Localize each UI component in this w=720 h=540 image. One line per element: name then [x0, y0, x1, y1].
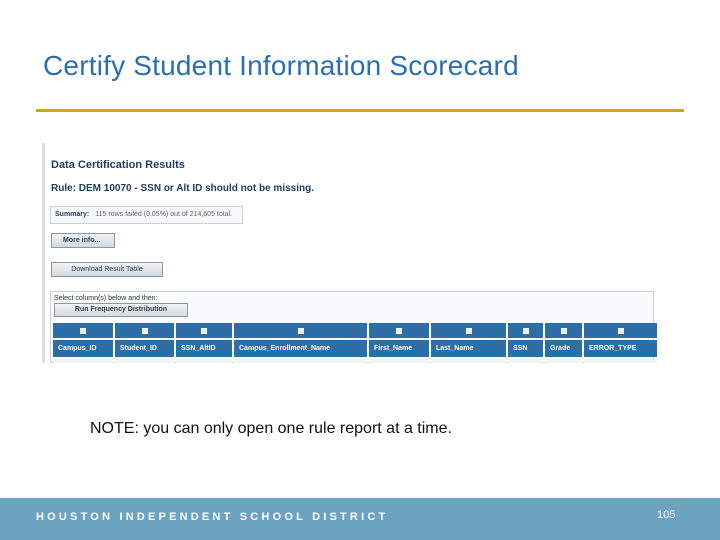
summary-label: Summary:	[55, 211, 90, 218]
data-certification-screenshot	[42, 143, 657, 363]
table-cell	[115, 359, 174, 363]
table-cell	[584, 359, 657, 363]
table-column	[115, 323, 174, 363]
table-column	[369, 323, 429, 363]
column-checkbox[interactable]	[80, 328, 86, 334]
table-column	[545, 323, 582, 363]
column-checkbox[interactable]	[618, 328, 624, 334]
column-header[interactable]: SSN	[508, 340, 543, 357]
column-selection-panel	[50, 291, 654, 363]
slide-title: Certify Student Information Scorecard	[43, 50, 519, 81]
table-cell	[508, 359, 543, 363]
select-columns-label: Select column(s) below and then:	[54, 295, 158, 302]
more-info-button[interactable]: More info...	[51, 233, 115, 248]
summary-box	[50, 206, 243, 224]
download-result-table-button[interactable]: Download Result Table	[51, 262, 163, 277]
table-column	[176, 323, 232, 363]
summary-value: 115 rows failed (0.05%) out of 214,605 total.	[95, 211, 233, 218]
results-table	[53, 323, 657, 363]
column-header[interactable]: Student_ID	[115, 340, 174, 357]
column-select-cell	[545, 323, 582, 338]
column-checkbox[interactable]	[466, 328, 472, 334]
table-cell	[545, 359, 582, 363]
column-header[interactable]: Grade	[545, 340, 582, 357]
column-checkbox[interactable]	[523, 328, 529, 334]
table-cell	[431, 359, 506, 363]
table-column	[431, 323, 506, 363]
table-cell	[369, 359, 429, 363]
column-checkbox[interactable]	[561, 328, 567, 334]
footer-bar	[0, 498, 720, 540]
column-header[interactable]: Last_Name	[431, 340, 506, 357]
footer-district-name: HOUSTON INDEPENDENT SCHOOL DISTRICT	[36, 511, 389, 523]
column-checkbox[interactable]	[142, 328, 148, 334]
screenshot-left-border	[42, 143, 45, 363]
note-text: NOTE: you can only open one rule report at a time.	[90, 420, 452, 437]
column-select-cell	[234, 323, 367, 338]
column-select-cell	[53, 323, 113, 338]
run-frequency-distribution-button[interactable]: Run Frequency Distribution	[54, 303, 188, 317]
column-select-cell	[176, 323, 232, 338]
table-column	[53, 323, 113, 363]
column-header[interactable]: Campus_ID	[53, 340, 113, 357]
column-checkbox[interactable]	[298, 328, 304, 334]
column-header[interactable]: SSN_AltID	[176, 340, 232, 357]
column-header[interactable]: ERROR_TYPE	[584, 340, 657, 357]
page-number: 105	[657, 509, 676, 521]
table-cell	[234, 359, 367, 363]
column-select-cell	[369, 323, 429, 338]
table-cell	[53, 359, 113, 363]
column-select-cell	[115, 323, 174, 338]
column-select-cell	[584, 323, 657, 338]
column-select-cell	[431, 323, 506, 338]
column-header[interactable]: First_Name	[369, 340, 429, 357]
column-select-cell	[508, 323, 543, 338]
column-checkbox[interactable]	[201, 328, 207, 334]
table-column	[508, 323, 543, 363]
title-divider	[36, 109, 684, 112]
table-cell	[176, 359, 232, 363]
column-checkbox[interactable]	[396, 328, 402, 334]
table-column	[584, 323, 657, 363]
column-header[interactable]: Campus_Enrollment_Name	[234, 340, 367, 357]
table-column	[234, 323, 367, 363]
rule-description: Rule: DEM 10070 - SSN or Alt ID should not be missing.	[51, 183, 314, 194]
results-heading: Data Certification Results	[51, 159, 185, 171]
